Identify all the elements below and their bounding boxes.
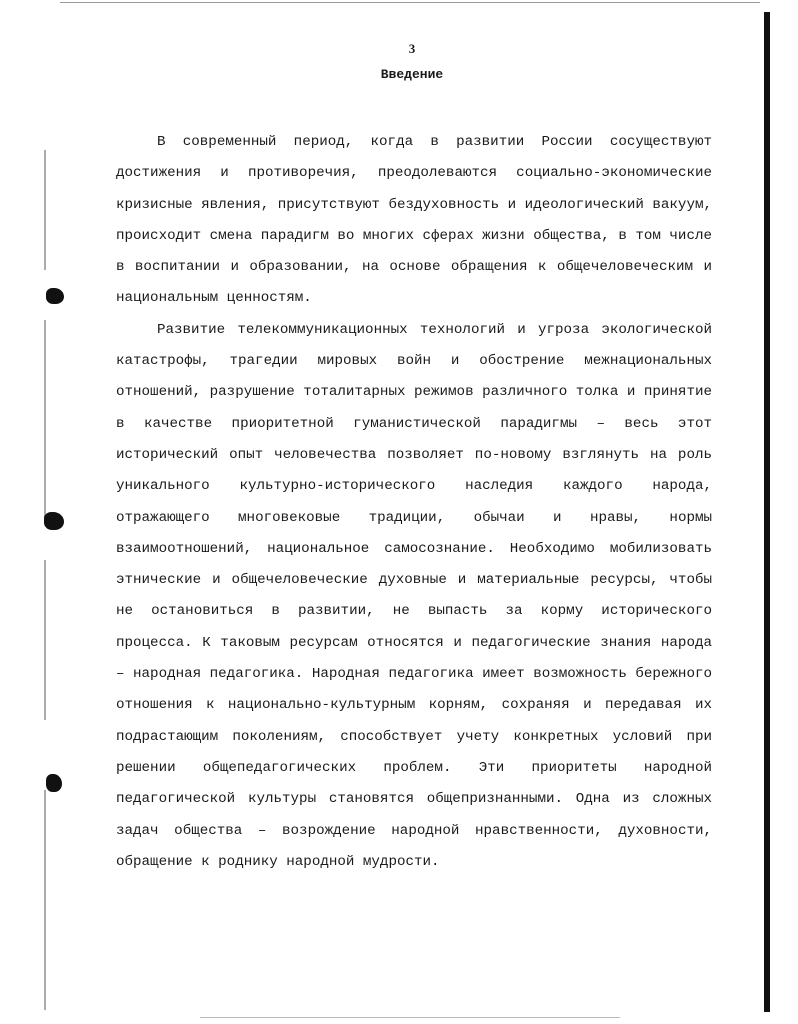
page-number: 3 [408,41,416,56]
scan-top-edge [60,2,760,3]
page-title: Введение [380,67,444,82]
scan-left-streak [44,320,46,520]
scan-left-streak [44,150,46,270]
binding-hole-mark [46,774,62,792]
paragraph: Развитие телекоммуникационных технологий и угроза экологической катастрофы, трагедии мировых войн и обострение межнациональных отношений, разрушение тоталитарных режимов различного толка и принятие в качестве приоритетной гуманистической парадигмы – весь этот исторический опыт человечества позволяет по-новому взглянуть на роль уникального культурно-исторического наследия каждого народа, отражающего многовековые традиции, обычаи и нравы, нормы взаимоотношений, национальное самосознание. Необходимо мобилизовать этнические и общечеловеческие духовные и материальные ресурсы, чтобы не остановиться в развитии, не выпасть за корму исторического процесса. К таковым ресурсам относятся и педагогические знания народа – народная педагогика. Народная педагогика имеет возможность бережного отношения к национально-культурным корням, сохраняя и передавая их подрастающим поколениям, способствует учету конкретных условий при решении общепедагогических проблем. Эти приоритеты народной педагогической культуры становятся общепризнанными. Одна из сложных задач общества – возрождение народной нравственности, духовности, обращение к роднику народной мудрости. [116,321,712,870]
binding-hole-mark [44,512,64,530]
scan-left-streak [44,790,46,1010]
scan-right-edge-bar [764,12,770,1012]
scan-left-streak [44,560,46,720]
binding-hole-mark [46,288,64,304]
body-text [116,127,712,878]
paragraph: В современный период, когда в развитии России сосуществуют достижения и противоречия, преодолеваются социально-экономические кризисные явления, присутствуют бездуховность и идеологический вакуум, происходит смена парадигм во многих сферах жизни общества, в том числе в воспитании и образовании, на основе обращения к общечеловеческим и национальным ценностям. [116,134,712,307]
scan-bottom-edge [200,1017,620,1018]
